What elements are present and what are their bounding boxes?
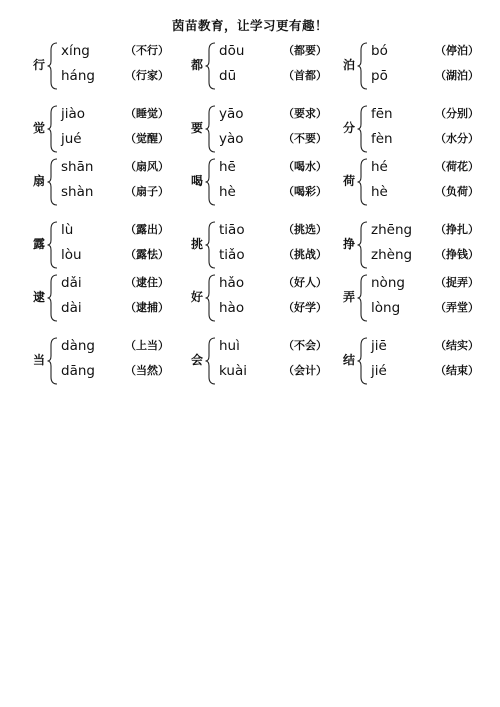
pinyin-reading: nòng <box>371 275 405 291</box>
character-entry <box>188 219 353 271</box>
character-entry <box>340 219 500 271</box>
brace-icon <box>47 221 59 269</box>
brace-icon <box>205 337 217 385</box>
brace-icon <box>205 221 217 269</box>
example-word: （当然） <box>125 364 169 377</box>
pinyin-reading: bó <box>371 43 388 59</box>
pinyin-reading: zhēng <box>371 222 413 238</box>
pinyin-reading: shān <box>61 159 94 175</box>
character-entry <box>30 272 195 324</box>
example-word: （首都） <box>283 69 327 82</box>
character-entry <box>30 335 195 387</box>
brace-icon <box>357 221 369 269</box>
brace-icon <box>205 158 217 206</box>
character-entry <box>340 40 500 92</box>
example-word: （会计） <box>283 364 327 377</box>
character: 逮 <box>32 290 45 304</box>
pinyin-reading: lòng <box>371 300 401 316</box>
character: 露 <box>32 237 45 251</box>
brace-icon <box>357 337 369 385</box>
pinyin-reading: jié <box>371 363 387 379</box>
pinyin-reading: lù <box>61 222 74 238</box>
example-word: （不行） <box>125 44 169 57</box>
example-word: （要求） <box>283 107 327 120</box>
pinyin-reading: dàng <box>61 338 95 354</box>
pinyin-reading: hǎo <box>219 275 245 291</box>
character-entry <box>30 103 195 155</box>
pinyin-reading: hè <box>219 184 236 200</box>
character-entry <box>340 156 500 208</box>
pinyin-reading: lòu <box>61 247 82 263</box>
character: 觉 <box>32 121 45 135</box>
pinyin-reading: zhèng <box>371 247 413 263</box>
example-word: （睡觉） <box>125 107 169 120</box>
pinyin-reading: yāo <box>219 106 244 122</box>
example-word: （水分） <box>435 132 479 145</box>
example-word: （结束） <box>435 364 479 377</box>
character-entry <box>188 272 353 324</box>
example-word: （挣钱） <box>435 248 479 261</box>
example-word: （挑战） <box>283 248 327 261</box>
character: 挑 <box>190 237 203 251</box>
pinyin-reading: dài <box>61 300 82 316</box>
pinyin-reading: yào <box>219 131 244 147</box>
brace-icon <box>47 274 59 322</box>
example-word: （结实） <box>435 339 479 352</box>
pinyin-reading: dōu <box>219 43 245 59</box>
pinyin-reading: dāng <box>61 363 95 379</box>
pinyin-reading: fēn <box>371 106 393 122</box>
brace-icon <box>47 158 59 206</box>
pinyin-reading: xíng <box>61 43 90 59</box>
character: 会 <box>190 353 203 367</box>
example-word: （湖泊） <box>435 69 479 82</box>
character-entry <box>30 40 195 92</box>
example-word: （负荷） <box>435 185 479 198</box>
character: 要 <box>190 121 203 135</box>
example-word: （喝水） <box>283 160 327 173</box>
pinyin-reading: hē <box>219 159 236 175</box>
example-word: （挑选） <box>283 223 327 236</box>
example-word: （扇风） <box>125 160 169 173</box>
brace-icon <box>357 105 369 153</box>
pinyin-reading: háng <box>61 68 95 84</box>
example-word: （上当） <box>125 339 169 352</box>
example-word: （不要） <box>283 132 327 145</box>
pinyin-reading: shàn <box>61 184 94 200</box>
brace-icon <box>357 158 369 206</box>
example-word: （逮捕） <box>125 301 169 314</box>
character: 行 <box>32 58 45 72</box>
brace-icon <box>357 42 369 90</box>
character-entry <box>188 335 353 387</box>
example-word: （弄堂） <box>435 301 479 314</box>
character: 喝 <box>190 174 203 188</box>
example-word: （分别） <box>435 107 479 120</box>
brace-icon <box>205 274 217 322</box>
pinyin-reading: jiào <box>61 106 86 122</box>
brace-icon <box>47 337 59 385</box>
pinyin-reading: fèn <box>371 131 393 147</box>
character: 都 <box>190 58 203 72</box>
pinyin-reading: kuài <box>219 363 247 379</box>
character: 挣 <box>342 237 355 251</box>
example-word: （不会） <box>283 339 327 352</box>
example-word: （逮住） <box>125 276 169 289</box>
character: 弄 <box>342 290 355 304</box>
character-entry <box>30 219 195 271</box>
example-word: （扇子） <box>125 185 169 198</box>
character-entry <box>188 103 353 155</box>
example-word: （好人） <box>283 276 327 289</box>
pinyin-reading: huì <box>219 338 240 354</box>
pinyin-reading: hào <box>219 300 245 316</box>
character: 分 <box>342 121 355 135</box>
character-entry <box>340 272 500 324</box>
pinyin-reading: hè <box>371 184 388 200</box>
pinyin-reading: tiāo <box>219 222 245 238</box>
pinyin-reading: dǎi <box>61 275 82 291</box>
example-word: （行家） <box>125 69 169 82</box>
pinyin-reading: hé <box>371 159 388 175</box>
brace-icon <box>357 274 369 322</box>
example-word: （停泊） <box>435 44 479 57</box>
character: 当 <box>32 353 45 367</box>
character-entry <box>30 156 195 208</box>
pinyin-reading: jiē <box>371 338 387 354</box>
example-word: （觉醒） <box>125 132 169 145</box>
brace-icon <box>47 42 59 90</box>
character: 泊 <box>342 58 355 72</box>
character-entry <box>340 103 500 155</box>
pinyin-reading: jué <box>61 131 82 147</box>
example-word: （喝彩） <box>283 185 327 198</box>
character: 好 <box>190 290 203 304</box>
character: 荷 <box>342 174 355 188</box>
example-word: （好学） <box>283 301 327 314</box>
page-title: 茵苗教育，让学习更有趣！ <box>171 18 328 33</box>
example-word: （荷花） <box>435 160 479 173</box>
character: 结 <box>342 353 355 367</box>
example-word: （露怯） <box>125 248 169 261</box>
example-word: （露出） <box>125 223 169 236</box>
example-word: （捉弄） <box>435 276 479 289</box>
example-word: （挣扎） <box>435 223 479 236</box>
character-entry <box>188 156 353 208</box>
brace-icon <box>47 105 59 153</box>
brace-icon <box>205 42 217 90</box>
pinyin-reading: dū <box>219 68 237 84</box>
example-word: （都要） <box>283 44 327 57</box>
character: 扇 <box>32 174 45 188</box>
pinyin-reading: pō <box>371 68 388 84</box>
brace-icon <box>205 105 217 153</box>
pinyin-reading: tiǎo <box>219 247 245 263</box>
character-entry <box>340 335 500 387</box>
character-entry <box>188 40 353 92</box>
